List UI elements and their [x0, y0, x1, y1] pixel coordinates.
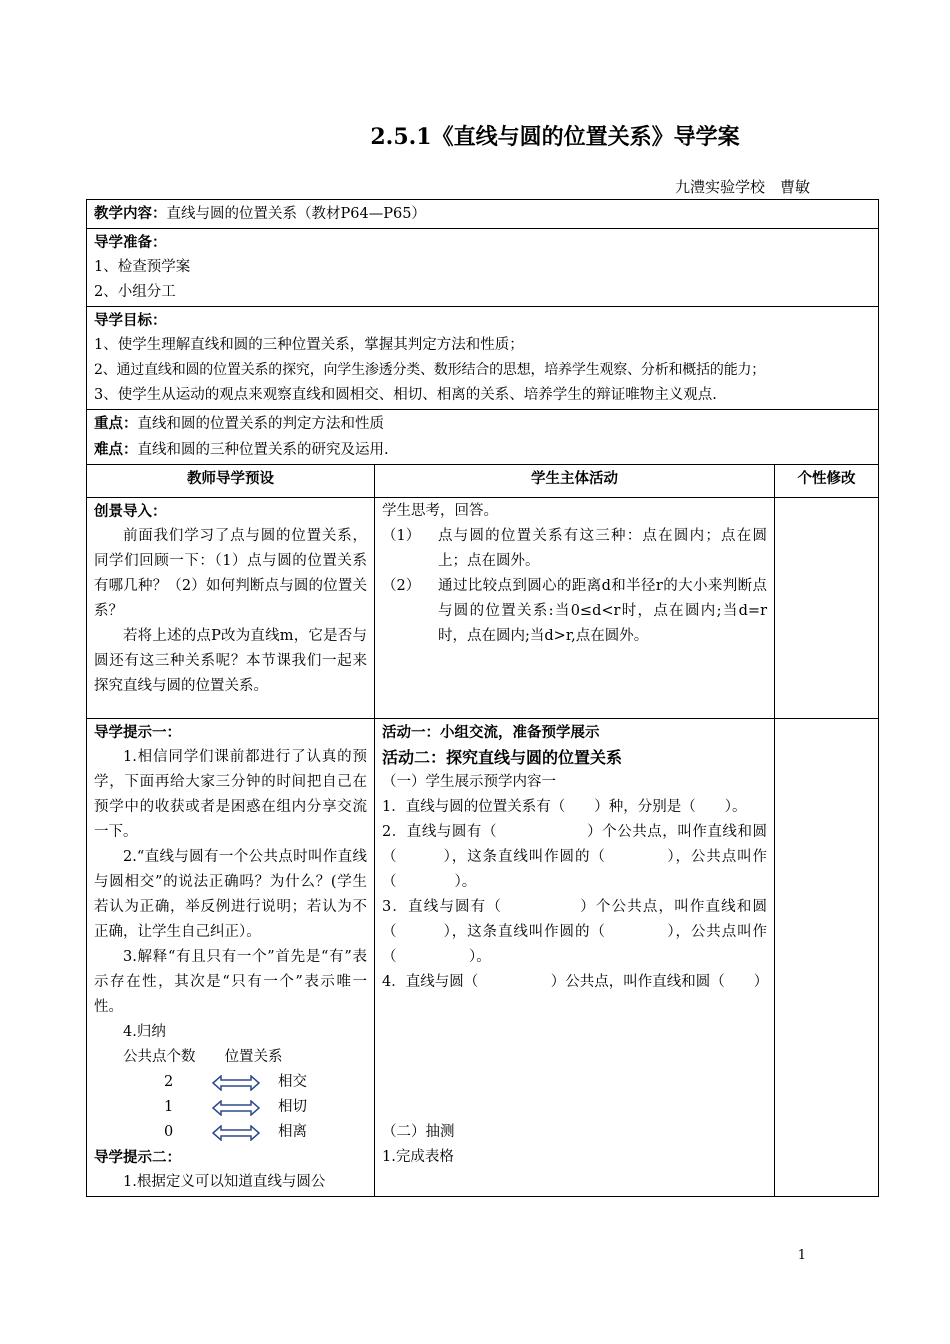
question: 3．直线与圆有（ ）个公共点，叫作直线和圆（ ），这条直线叫作圆的（ ），公共点叫作（ ）。 [382, 899, 767, 965]
section-title: （一）学生展示预学内容一 [382, 774, 556, 790]
student-answer: （1） 点与圆的位置关系有这三种：点在圆内；点在圆上；点在圆外。 [382, 528, 767, 569]
key-difficulty-row [87, 410, 879, 465]
summary-table-head: 公共点个数 位置关系 [123, 1049, 283, 1065]
key-text: 直线和圆的位置关系的判定方法和性质 [137, 416, 384, 432]
content-label: 教学内容： [94, 205, 167, 222]
question: 2．直线与圆有（ ）个公共点，叫作直线和圆（ ），这条直线叫作圆的（ ），公共点叫作（ ）。 [382, 824, 767, 890]
personal-cell [775, 719, 879, 1197]
personal-cell [775, 498, 879, 719]
double-arrow-icon [212, 1100, 260, 1116]
intro-label: 创景导入： [94, 503, 167, 520]
lesson-plan-table [86, 199, 879, 1197]
student-intro: 学生思考，回答。 [382, 503, 498, 519]
content-text: 直线与圆的位置关系（教材P64—P65） [166, 206, 426, 222]
header-teacher: 教师导学预设 [87, 465, 375, 498]
activity-one: 活动一：小组交流，准备预学展示 [382, 724, 600, 741]
hint1-label: 导学提示一： [94, 724, 181, 741]
goal-item: 1、使学生理解直线和圆的三种位置关系，掌握其判定方法和性质； [94, 337, 524, 353]
activity-two: 活动二：探究直线与圆的位置关系 [382, 748, 623, 767]
difficulty-text: 直线和圆的三种位置关系的研究及运用. [137, 442, 389, 458]
intro-paragraph: 前面我们学习了点与圆的位置关系，同学们回顾一下：（1）点与圆的位置关系有哪几种？（2）如何判断点与圆的位置关系？ [94, 528, 367, 619]
goals-row [87, 307, 879, 410]
summary-row: 1 相切 [164, 1099, 307, 1115]
difficulty-label: 难点： [94, 441, 138, 458]
key-label: 重点： [94, 415, 138, 432]
document-title: 2.5.1《直线与圆的位置关系》导学案 [370, 124, 740, 150]
prep-row [87, 229, 879, 307]
question: 1．直线与圆的位置关系有（ ）种，分别是（ ）。 [382, 799, 747, 815]
hint1-paragraph: 2.“直线与圆有一个公共点时叫作直线与圆相交”的说法正确吗？为什么？(学生若认为正确，举反例进行说明；若认为不正确，让学生自己纠正）。 [94, 849, 367, 940]
hint1-paragraph: 1.相信同学们课前都进行了认真的预学，下面再给大家三分钟的时间把自己在预学中的收获或者是困惑在组内分享交流一下。 [94, 749, 367, 840]
page-number: 1 [797, 1248, 806, 1263]
question: 4．直线与圆（ ）公共点，叫作直线和圆（ ） [382, 974, 769, 990]
intro-paragraph: 若将上述的点P改为直线m，它是否与圆还有这三种关系呢？本节课我们一起来探究直线与圆的位置关系。 [94, 628, 367, 694]
header-student: 学生主体活动 [375, 465, 775, 498]
intro-row [87, 498, 879, 719]
hint-row [87, 719, 879, 1197]
prep-label: 导学准备： [94, 234, 167, 251]
goal-item: 2、通过直线和圆的位置关系的探究，向学生渗透分类、数形结合的思想，培养学生观察、分析和概括的能力； [94, 362, 766, 378]
summary-table [94, 1070, 367, 1145]
author-line: 九澧实验学校 曹敏 [674, 178, 810, 196]
task: 1.完成表格 [382, 1149, 454, 1165]
column-header-row [87, 465, 879, 498]
prep-item: 2、小组分工 [94, 284, 176, 300]
double-arrow-icon [212, 1125, 260, 1141]
goals-label: 导学目标： [94, 312, 167, 329]
prep-item: 1、检查预学案 [94, 259, 191, 275]
student-answer: （2） 通过比较点到圆心的距离d和半径r的大小来判断点与圆的位置关系:当0≤d<r时，点在圆内;当d=r时，点在圆内;当d>r,点在圆外。 [382, 578, 767, 644]
summary-row: 2 相交 [164, 1074, 307, 1090]
hint2-paragraph: 1.根据定义可以知道直线与圆公 [123, 1174, 326, 1190]
section-title: （二）抽测 [382, 1124, 455, 1140]
hint2-label: 导学提示二： [94, 1149, 181, 1166]
goal-item: 3、使学生从运动的观点来观察直线和圆相交、相切、相离的关系、培养学生的辩证唯物主义观点. [94, 387, 717, 403]
header-personal: 个性修改 [775, 465, 879, 498]
hint1-summary-title: 4.归纳 [123, 1024, 166, 1040]
content-row [87, 200, 879, 229]
double-arrow-icon [212, 1075, 260, 1091]
hint1-paragraph: 3.解释“有且只有一个”首先是“有”表示存在性，其次是“只有一个”表示唯一性。 [94, 949, 367, 1015]
summary-row: 0 相离 [164, 1124, 307, 1140]
